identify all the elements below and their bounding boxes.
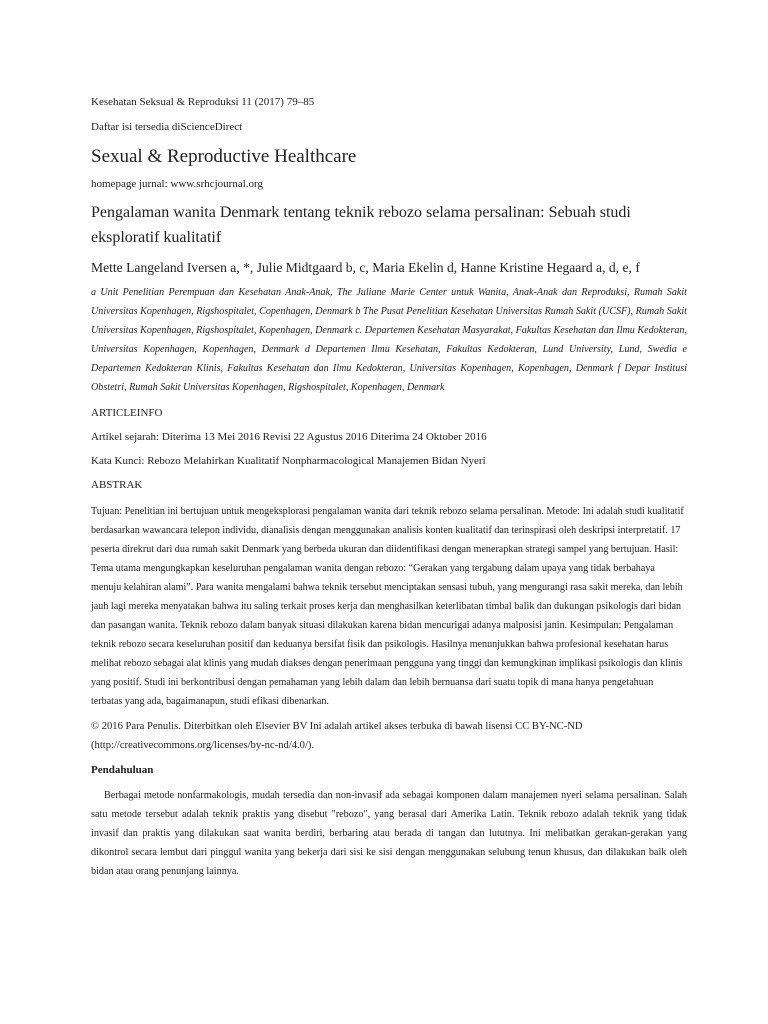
article-info-label: ARTICLEINFO (91, 407, 163, 419)
article-title: Pengalaman wanita Denmark tentang teknik rebozo selama persalinan: Sebuah studi eksploratif kualitatif (91, 204, 631, 246)
article-page (91, 95, 687, 881)
introduction-paragraph: Berbagai metode nonfarmakologis, mudah tersedia dan non-invasif ada sebagai komponen dalam manajemen nyeri selama persalinan. Salah satu metode tersebut adalah teknik praktis yang disebut "rebozo", yang berasal dari Amerika Latin. Teknik rebozo adalah teknik yang tidak invasif dan praktis yang dilakukan saat wanita berdiri, berbaring atau berada di tangan dan lututnya. Ini melibatkan gerakan-gerakan yang dikontrol secara lembut dari pinggul wanita yang bekerja dari sisi ke sisi dengan menggunakan selubung tenun khusus, dan dilakukan baik oleh bidan atau orang penunjang lainnya. (91, 790, 687, 877)
journal-name: Sexual & Reproductive Healthcare (91, 146, 357, 167)
article-history: Artikel sejarah: Diterima 13 Mei 2016 Revisi 22 Agustus 2016 Diterima 24 Oktober 2016 (91, 431, 487, 443)
contents-availability: Daftar isi tersedia diScienceDirect (91, 121, 243, 133)
section-heading-introduction: Pendahuluan (91, 764, 154, 776)
keywords: Kata Kunci: Rebozo Melahirkan Kualitatif Nonpharmacological Manajemen Bidan Nyeri (91, 455, 486, 467)
journal-reference: Kesehatan Seksual & Reproduksi 11 (2017) 79–85 (91, 96, 315, 108)
abstract-text: Tujuan: Penelitian ini bertujuan untuk mengeksplorasi pengalaman wanita dari teknik rebozo selama persalinan. Metode: Ini adalah studi kualitatif berdasarkan wawancara telepon individu, dianalisis dengan menggunakan analisis konten kualitatif dan terinspirasi oleh deskripsi interpretatif. 17 peserta direkrut dari dua rumah sakit Denmark yang berbeda ukuran dan diidentifikasi dengan menerapkan strategi sampel yang bertujuan. Hasil: Tema utama mengungkapkan keseluruhan pengalaman wanita dengan rebozo: “Gerakan yang tergabung dalam upaya yang tidak berbahaya menuju kelahiran alami”. Para wanita mengalami bahwa teknik tersebut menciptakan sensasi tubuh, yang mengurangi rasa sakit mereka, dan lebih jauh lagi mereka menyatakan bahwa itu saling terkait proses kerja dan menghasilkan keterlibatan timbal balik dan dukungan psikologis dari bidan dan pasangan wanita. Teknik rebozo dalam banyak situasi dilakukan karena bidan mencurigai adanya malposisi janin. Kesimpulan: Pengalaman teknik rebozo secara keseluruhan positif dan keduanya bersifat fisik dan psikologis. Hasilnya menunjukkan bahwa profesional kesehatan harus melihat rebozo sebagai alat klinis yang mudah diakses dengan penerimaan pengguna yang tinggi dan kemungkinan implikasi psikologis dan klinis yang positif. Studi ini berkontribusi dengan pemahaman yang lebih dalam dan lebih bernuansa dari suatu topik di mana hanya pengetahuan terbatas yang ada, bagaimanapun, studi efikasi dibenarkan. (91, 506, 684, 707)
journal-homepage: homepage jurnal: www.srhcjournal.org (91, 178, 263, 190)
author-list: Mette Langeland Iversen a, *, Julie Midtgaard b, c, Maria Ekelin d, Hanne Kristine Hegaard a, d, e, f (91, 260, 640, 275)
abstract-label: ABSTRAK (91, 479, 143, 491)
author-affiliations: a Unit Penelitian Perempuan dan Kesehatan Anak-Anak, The Juliane Marie Center untuk Wanita, Anak-Anak dan Reproduksi, Rumah Sakit Universitas Kopenhagen, Rigshospitalet, Copenhagen, Denmark b The Pusat Penelitian Kesehatan Universitas Rumah Sakit (UCSF), Rumah Sakit Universitas Kopenhagen, Rigshospitalet, Kopenhagen, Denmark c. Departemen Kesehatan Masyarakat, Fakultas Kesehatan dan Ilmu Kedokteran, Universitas Kopenhagen, Kopenhagen, Denmark d Departemen Ilmu Kesehatan, Fakultas Kedokteran, Lund University, Lund, Swedia e Departemen Kedokteran Klinis, Fakultas Kesehatan dan Ilmu Kedokteran, Universitas Kopenhagen, Kopenhagen, Denmark f Depar Institusi Obstetri, Rumah Sakit Universitas Kopenhagen, Rigshospitalet, Kopenhagen, Denmark (91, 287, 687, 393)
copyright-notice: © 2016 Para Penulis. Diterbitkan oleh Elsevier BV Ini adalah artikel akses terbuka di bawah lisensi CC BY-NC-ND (http://creativecommons.org/licenses/by-nc-nd/4.0/). (91, 721, 583, 751)
